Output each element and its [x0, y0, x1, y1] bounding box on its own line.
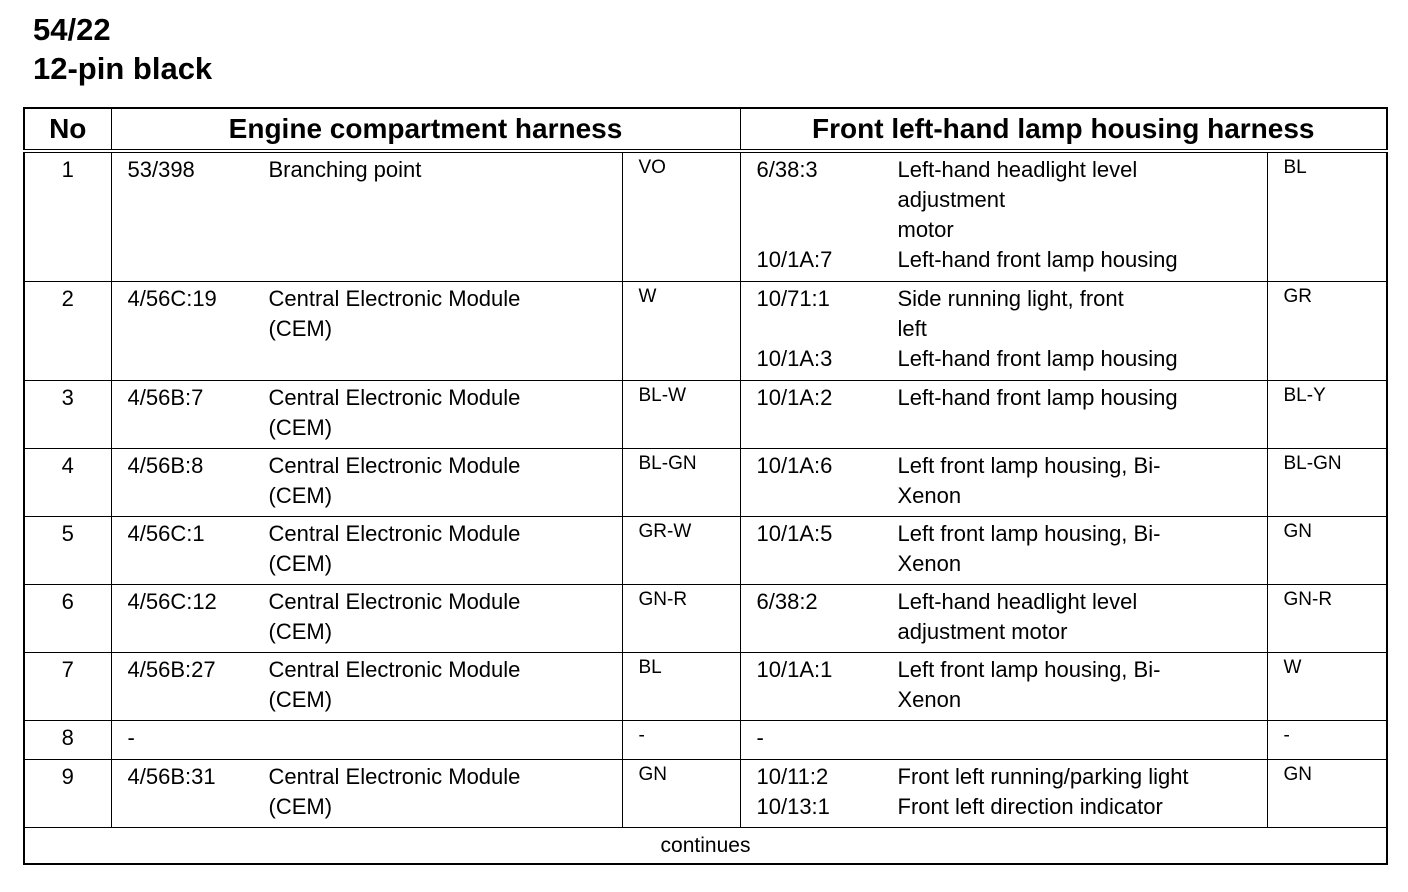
front-harness-terminal-description: Left front lamp housing, Bi- Xenon: [897, 521, 1161, 576]
continues-note: continues: [24, 828, 1387, 865]
engine-harness-cell: [111, 381, 622, 449]
front-harness-entry: [741, 155, 1267, 245]
engine-harness-terminal-description: [269, 723, 622, 753]
front-harness-terminal-code: 10/11:2: [756, 764, 829, 789]
connector-id: 54/22: [33, 12, 111, 47]
engine-harness-terminal-description: Central Electronic Module (CEM): [268, 521, 521, 576]
column-header-no: No: [24, 108, 111, 151]
engine-harness-terminal-description: Central Electronic Module (CEM): [268, 764, 521, 819]
engine-harness-terminal-description: Central Electronic Module (CEM): [268, 453, 521, 508]
front-harness-terminal-code: 6/38:2: [756, 589, 818, 614]
engine-harness-wire-color: GN-R: [622, 585, 740, 653]
front-harness-terminal-code: 10/1A:3: [756, 346, 833, 371]
engine-harness-wire-color: BL-W: [622, 381, 740, 449]
connector-description: 12-pin black: [33, 51, 213, 86]
front-harness-terminal-code: 10/1A:2: [756, 385, 833, 410]
engine-harness-terminal-code: -: [127, 725, 135, 750]
front-harness-entry: [741, 723, 1267, 753]
table-row: [24, 585, 1387, 653]
front-harness-cell: [740, 760, 1267, 828]
engine-harness-terminal-code: 4/56B:8: [127, 453, 204, 478]
front-harness-wire-color: W: [1267, 653, 1387, 721]
table-footer-row: [24, 828, 1387, 865]
engine-harness-terminal-code: 4/56C:12: [127, 589, 217, 614]
front-harness-cell: [740, 585, 1267, 653]
engine-harness-terminal-code: 4/56C:19: [127, 286, 217, 311]
front-harness-entry: [741, 587, 1267, 647]
engine-harness-terminal-description: Branching point: [268, 157, 422, 182]
pin-number: 6: [24, 585, 111, 653]
front-harness-wire-color: -: [1267, 721, 1387, 760]
front-harness-terminal-code: 10/1A:5: [756, 521, 833, 546]
front-harness-terminal-description: Left front lamp housing, Bi- Xenon: [897, 657, 1161, 712]
pin-number: 9: [24, 760, 111, 828]
engine-harness-terminal-description: Central Electronic Module (CEM): [268, 657, 521, 712]
front-harness-entry: [741, 655, 1267, 715]
table-header-row: [24, 108, 1387, 151]
front-harness-entry: [741, 245, 1267, 275]
engine-harness-wire-color: -: [622, 721, 740, 760]
front-harness-terminal-code: -: [756, 725, 764, 750]
pin-number: 5: [24, 517, 111, 585]
front-harness-wire-color: BL-GN: [1267, 449, 1387, 517]
front-harness-cell: [740, 721, 1267, 760]
engine-harness-cell: [111, 585, 622, 653]
front-harness-terminal-description: Left-hand headlight level adjustment motor: [897, 157, 1138, 242]
front-harness-terminal-description: Left-hand front lamp housing: [897, 385, 1178, 410]
engine-harness-wire-color: BL-GN: [622, 449, 740, 517]
table-row: [24, 151, 1387, 282]
engine-harness-cell: [111, 760, 622, 828]
engine-harness-wire-color: GN: [622, 760, 740, 828]
table-row: [24, 517, 1387, 585]
engine-harness-cell: [111, 151, 622, 282]
pin-number: 7: [24, 653, 111, 721]
engine-harness-wire-color: W: [622, 282, 740, 381]
front-harness-terminal-code: 10/1A:6: [756, 453, 833, 478]
engine-harness-terminal-code: 53/398: [127, 157, 195, 182]
front-harness-entry: [741, 792, 1267, 822]
front-harness-entry: [741, 519, 1267, 579]
front-harness-terminal-code: 10/1A:1: [756, 657, 833, 682]
front-harness-entry: [741, 284, 1267, 344]
engine-harness-wire-color: GR-W: [622, 517, 740, 585]
front-harness-wire-color: GN-R: [1267, 585, 1387, 653]
front-harness-terminal-code: 10/13:1: [756, 794, 830, 819]
pin-number: 8: [24, 721, 111, 760]
front-harness-terminal-description: Left-hand front lamp housing: [897, 247, 1178, 272]
front-harness-terminal-description: Side running light, front left: [897, 286, 1124, 341]
engine-harness-entry: [112, 655, 622, 715]
engine-harness-entry: [112, 383, 622, 443]
engine-harness-cell: [111, 653, 622, 721]
front-harness-terminal-description: [898, 723, 1228, 753]
front-harness-terminal-code: 10/71:1: [756, 286, 830, 311]
pin-number: 2: [24, 282, 111, 381]
table-row: [24, 282, 1387, 381]
front-harness-wire-color: GR: [1267, 282, 1387, 381]
engine-harness-terminal-code: 4/56B:7: [127, 385, 204, 410]
engine-harness-entry: [112, 762, 622, 822]
front-harness-wire-color: BL-Y: [1267, 381, 1387, 449]
pin-number: 4: [24, 449, 111, 517]
table-row: [24, 721, 1387, 760]
engine-harness-entry: [112, 587, 622, 647]
engine-harness-terminal-description: Central Electronic Module (CEM): [268, 385, 521, 440]
engine-harness-cell: [111, 282, 622, 381]
engine-harness-terminal-code: 4/56B:27: [127, 657, 216, 682]
engine-harness-terminal-description: Central Electronic Module (CEM): [268, 589, 521, 644]
front-harness-terminal-description: Left-hand headlight level adjustment motor: [897, 589, 1138, 644]
engine-harness-cell: [111, 449, 622, 517]
front-harness-entry: [741, 451, 1267, 511]
front-harness-cell: [740, 381, 1267, 449]
front-harness-terminal-description: Left-hand front lamp housing: [897, 346, 1178, 371]
front-harness-terminal-code: 6/38:3: [756, 157, 818, 182]
front-harness-cell: [740, 151, 1267, 282]
front-harness-terminal-code: 10/1A:7: [756, 247, 833, 272]
engine-harness-terminal-code: 4/56B:31: [127, 764, 216, 789]
engine-harness-entry: [112, 284, 622, 344]
table-row: [24, 760, 1387, 828]
engine-harness-wire-color: BL: [622, 653, 740, 721]
front-harness-entry: [741, 383, 1267, 413]
front-harness-cell: [740, 282, 1267, 381]
table-row: [24, 449, 1387, 517]
front-harness-cell: [740, 653, 1267, 721]
front-harness-wire-color: BL: [1267, 151, 1387, 282]
front-harness-entry: [741, 344, 1267, 374]
engine-harness-entry: [112, 723, 622, 753]
table-row: [24, 653, 1387, 721]
engine-harness-terminal-description: Central Electronic Module (CEM): [268, 286, 521, 341]
engine-harness-terminal-code: 4/56C:1: [127, 521, 205, 546]
front-harness-cell: [740, 449, 1267, 517]
connector-header: [33, 10, 212, 88]
front-harness-wire-color: GN: [1267, 517, 1387, 585]
front-harness-terminal-description: Left front lamp housing, Bi- Xenon: [897, 453, 1161, 508]
front-harness-cell: [740, 517, 1267, 585]
front-harness-terminal-description: Front left direction indicator: [897, 794, 1163, 819]
pinout-table: [23, 107, 1388, 865]
table-row: [24, 381, 1387, 449]
column-header-front: Front left-hand lamp housing harness: [740, 108, 1387, 151]
front-harness-entry: [741, 762, 1267, 792]
engine-harness-cell: [111, 517, 622, 585]
pin-number: 3: [24, 381, 111, 449]
engine-harness-entry: [112, 519, 622, 579]
engine-harness-cell: [111, 721, 622, 760]
column-header-engine: Engine compartment harness: [111, 108, 740, 151]
engine-harness-wire-color: VO: [622, 151, 740, 282]
pin-number: 1: [24, 151, 111, 282]
front-harness-terminal-description: Front left running/parking light: [897, 764, 1189, 789]
front-harness-wire-color: GN: [1267, 760, 1387, 828]
engine-harness-entry: [112, 451, 622, 511]
engine-harness-entry: [112, 155, 622, 185]
